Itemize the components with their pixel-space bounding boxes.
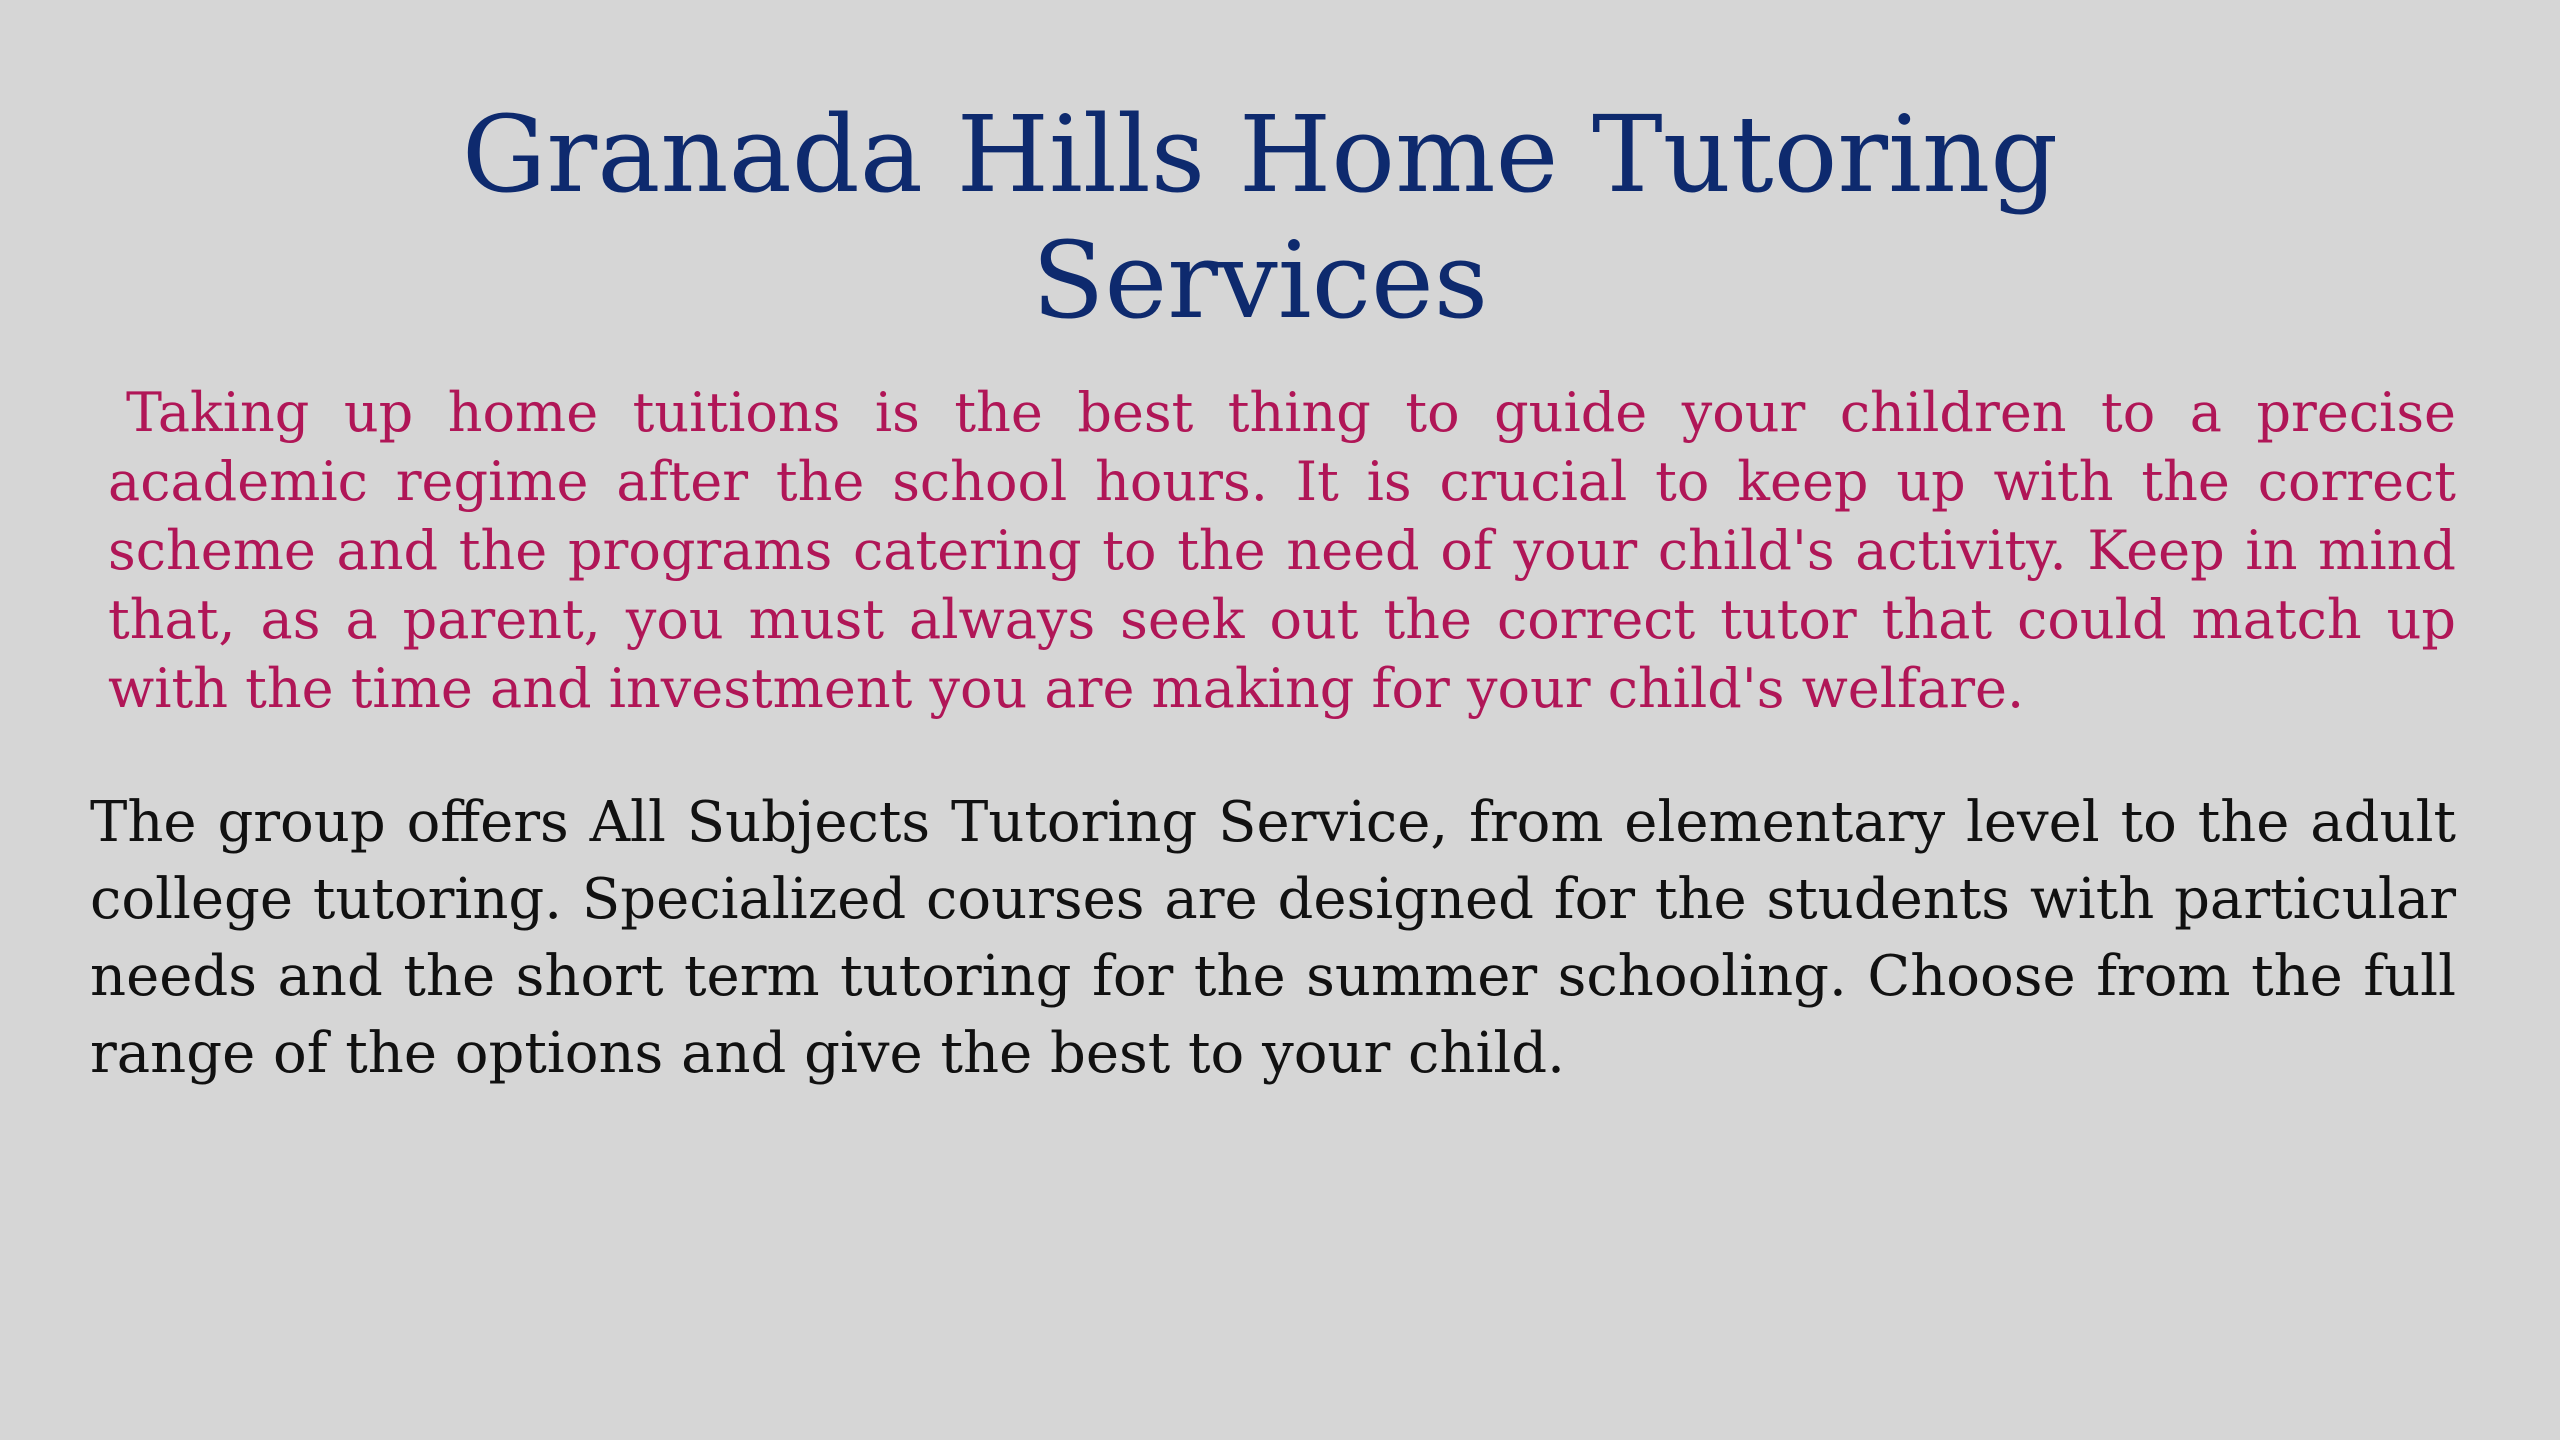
slide-title: Granada Hills Home Tutoring Services xyxy=(461,93,2059,342)
services-paragraph: The group offers All Subjects Tutoring Service, from elementary level to the adult college tutoring. Specialized courses are designed for the students with particular needs and the short term tutoring for the summer schooling. Choose from the full range of the options and give the best to your child. xyxy=(90,790,2456,1086)
intro-paragraph: Taking up home tuitions is the best thing to guide your children to a precise academic regime after the school hours. It is crucial to keep up with the correct scheme and the programs catering to the need of your child's activity. Keep in mind that, as a parent, you must always seek out the correct tutor that could match up with the time and investment you are making for your child's welfare. xyxy=(108,381,2456,720)
